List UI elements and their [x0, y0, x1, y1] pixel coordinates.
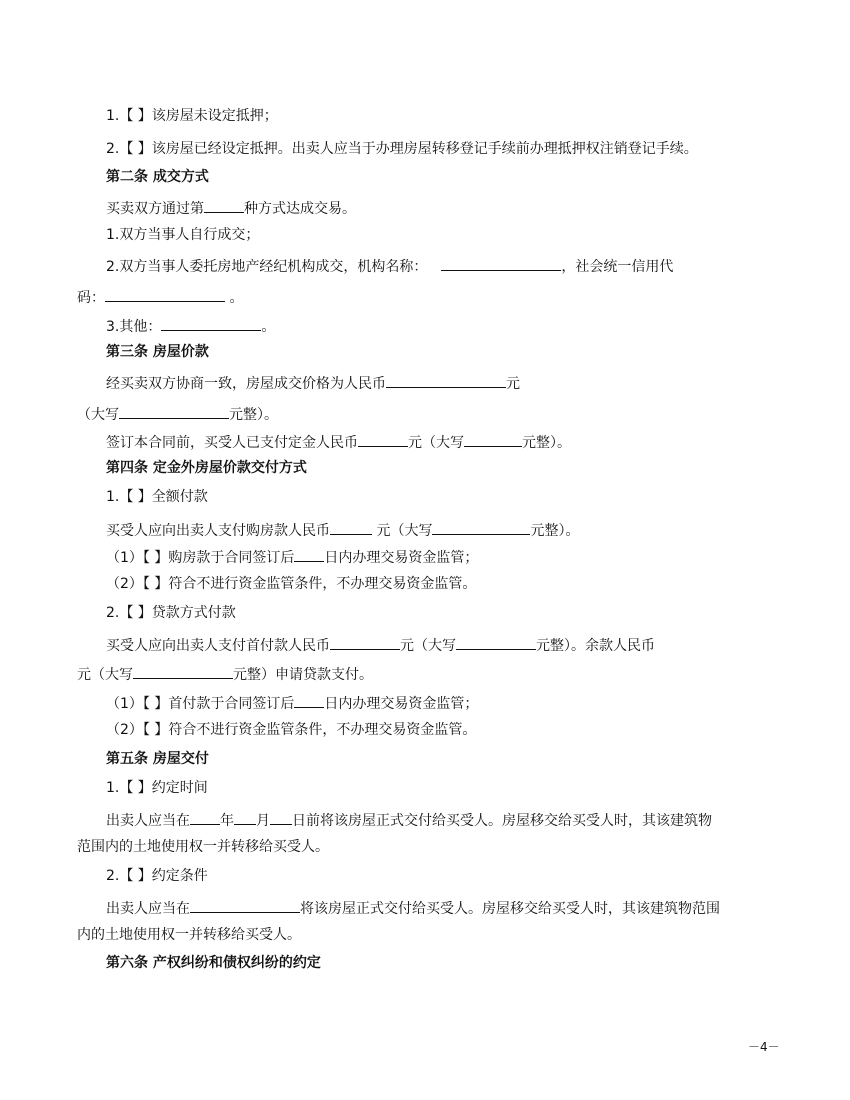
- deposit-line: 签订本合同前，买受人已支付定金人民币 元（大写 元整）。: [106, 430, 571, 453]
- delivery-time-option: 1.【 】约定时间: [106, 780, 208, 796]
- delivery-date-line: 出卖人应当在 年 月 日前将该房屋正式交付给买受人。房屋移交给买受人时，其该建筑物: [106, 808, 712, 831]
- full-payment-sub-2: （2）【 】符合不进行资金监管条件，不办理交易资金监管。: [106, 576, 477, 592]
- full-payment-amount-line: 买受人应向出卖人支付购房款人民币 元（大写 元整）。: [106, 518, 579, 541]
- loan-payment-sub-2: （2）【 】符合不进行资金监管条件，不办理交易资金监管。: [106, 722, 477, 738]
- method-option-3: 3.其他： 。: [106, 314, 275, 337]
- mortgage-option-2: 2.【 】该房屋已经设定抵押。出卖人应当于办理房屋转移登记手续前办理抵押权注销登记手续。: [106, 141, 698, 157]
- article-3-heading: 第三条 房屋价款: [106, 344, 209, 360]
- loan-payment-sub-1: （1）【 】首付款于合同签订后 日内办理交易资金监管；: [106, 691, 478, 714]
- delivery-condition-line: 出卖人应当在 将该房屋正式交付给买受人。房屋移交给买受人时，其该建筑物范围: [106, 896, 720, 919]
- full-payment-sub-1: （1）【 】购房款于合同签订后 日内办理交易资金监管；: [106, 545, 478, 568]
- down-payment-line: 买受人应向出卖人支付首付款人民币 元（大写 元整）。余款人民币: [106, 633, 655, 656]
- delivery-condition-option: 2.【 】约定条件: [106, 868, 208, 884]
- article-2-heading: 第二条 成交方式: [106, 169, 209, 185]
- price-uppercase-line: （大写 元整）。: [77, 402, 278, 425]
- article-6-heading: 第六条 产权纠纷和债权纠纷的约定: [106, 955, 321, 971]
- delivery-condition-continuation: 内的土地使用权一并转移给买受人。: [77, 927, 301, 943]
- method-option-2: 2.双方当事人委托房地产经纪机构成交，机构名称： ，社会统一信用代: [106, 254, 673, 277]
- full-payment-option: 1.【 】全额付款: [106, 489, 208, 505]
- loan-balance-line: 元（大写 元整）申请贷款支付。: [77, 662, 373, 685]
- credit-code-line: 码： 。: [77, 285, 243, 308]
- transaction-method-line: 买卖双方通过第 种方式达成交易。: [106, 196, 356, 219]
- article-4-heading: 第四条 定金外房屋价款交付方式: [106, 460, 307, 476]
- method-option-1: 1.双方当事人自行成交；: [106, 227, 260, 243]
- loan-payment-option: 2.【 】贷款方式付款: [106, 605, 236, 621]
- price-line: 经买卖双方协商一致，房屋成交价格为人民币 元: [106, 371, 520, 394]
- mortgage-option-1: 1.【 】该房屋未设定抵押；: [106, 108, 278, 124]
- article-5-heading: 第五条 房屋交付: [106, 751, 209, 767]
- delivery-date-continuation: 范围内的土地使用权一并转移给买受人。: [77, 839, 329, 855]
- page-number: －4－: [748, 1040, 780, 1054]
